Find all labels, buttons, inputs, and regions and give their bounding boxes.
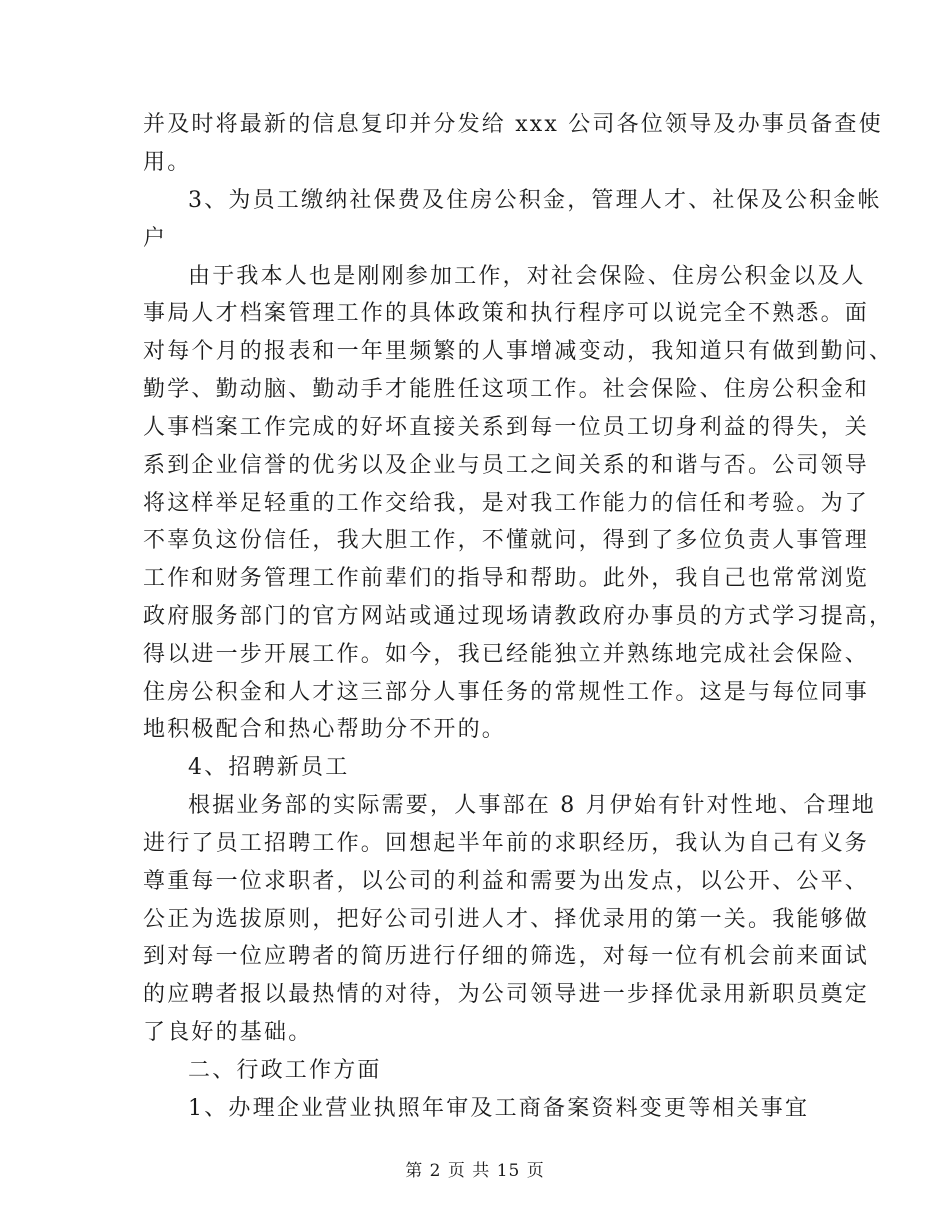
section-heading-4: 4、招聘新员工 bbox=[188, 755, 350, 780]
paragraph-line: 并及时将最新的信息复印并分发给 xxx 公司各位领导及办事员备查使 bbox=[143, 112, 883, 137]
paragraph-line: 勤学、勤动脑、勤动手才能胜任这项工作。社会保险、住房公积金和 bbox=[143, 377, 870, 402]
paragraph-line: 进行了员工招聘工作。回想起半年前的求职经历，我认为自己有义务 bbox=[143, 831, 870, 856]
section-heading-1: 1、办理企业营业执照年审及工商备案资料变更等相关事宜 bbox=[188, 1096, 810, 1121]
paragraph-line: 人事档案工作完成的好坏直接关系到每一位员工切身利益的得失，关 bbox=[143, 415, 870, 440]
paragraph-line: 对每个月的报表和一年里频繁的人事增减变动，我知道只有做到勤问、 bbox=[143, 339, 894, 364]
section-heading-3: 3、为员工缴纳社保费及住房公积金，管理人才、社保及公积金帐 bbox=[188, 188, 882, 213]
paragraph-line: 系到企业信誉的优劣以及企业与员工之间关系的和谐与否。公司领导 bbox=[143, 453, 870, 478]
paragraph-line: 将这样举足轻重的工作交给我，是对我工作能力的信任和考验。为了 bbox=[143, 491, 870, 516]
paragraph-line: 尊重每一位求职者，以公司的利益和需要为出发点，以公开、公平、 bbox=[143, 869, 870, 894]
section-heading-admin: 二、行政工作方面 bbox=[188, 1058, 382, 1083]
paragraph-line: 政府服务部门的官方网站或通过现场请教政府办事员的方式学习提高， bbox=[143, 604, 894, 629]
paragraph-line: 到对每一位应聘者的简历进行仔细的筛选，对每一位有机会前来面试 bbox=[143, 944, 870, 969]
page-number-footer: 第 2 页 共 15 页 bbox=[405, 1161, 545, 1181]
paragraph-line: 住房公积金和人才这三部分人事任务的常规性工作。这是与每位同事 bbox=[143, 680, 870, 705]
paragraph-line: 的应聘者报以最热情的对待，为公司领导进一步择优录用新职员奠定 bbox=[143, 982, 870, 1007]
paragraph-line: 不辜负这份信任，我大胆工作，不懂就问，得到了多位负责人事管理 bbox=[143, 528, 870, 553]
paragraph-line: 地积极配合和热心帮助分不开的。 bbox=[143, 717, 507, 742]
paragraph-line: 得以进一步开展工作。如今，我已经能独立并熟练地完成社会保险、 bbox=[143, 642, 870, 667]
paragraph-line: 根据业务部的实际需要，人事部在 8 月伊始有针对性地、合理地 bbox=[188, 793, 876, 818]
paragraph-line: 用。 bbox=[143, 150, 192, 175]
paragraph-line: 工作和财务管理工作前辈们的指导和帮助。此外，我自己也常常浏览 bbox=[143, 566, 870, 591]
paragraph-line: 户 bbox=[143, 226, 168, 251]
paragraph-line: 由于我本人也是刚刚参加工作，对社会保险、住房公积金以及人 bbox=[188, 264, 866, 289]
paragraph-line: 公正为选拔原则，把好公司引进人才、择优录用的第一关。我能够做 bbox=[143, 907, 870, 932]
paragraph-line: 了良好的基础。 bbox=[143, 1020, 313, 1045]
paragraph-line: 事局人才档案管理工作的具体政策和执行程序可以说完全不熟悉。面 bbox=[143, 301, 870, 326]
